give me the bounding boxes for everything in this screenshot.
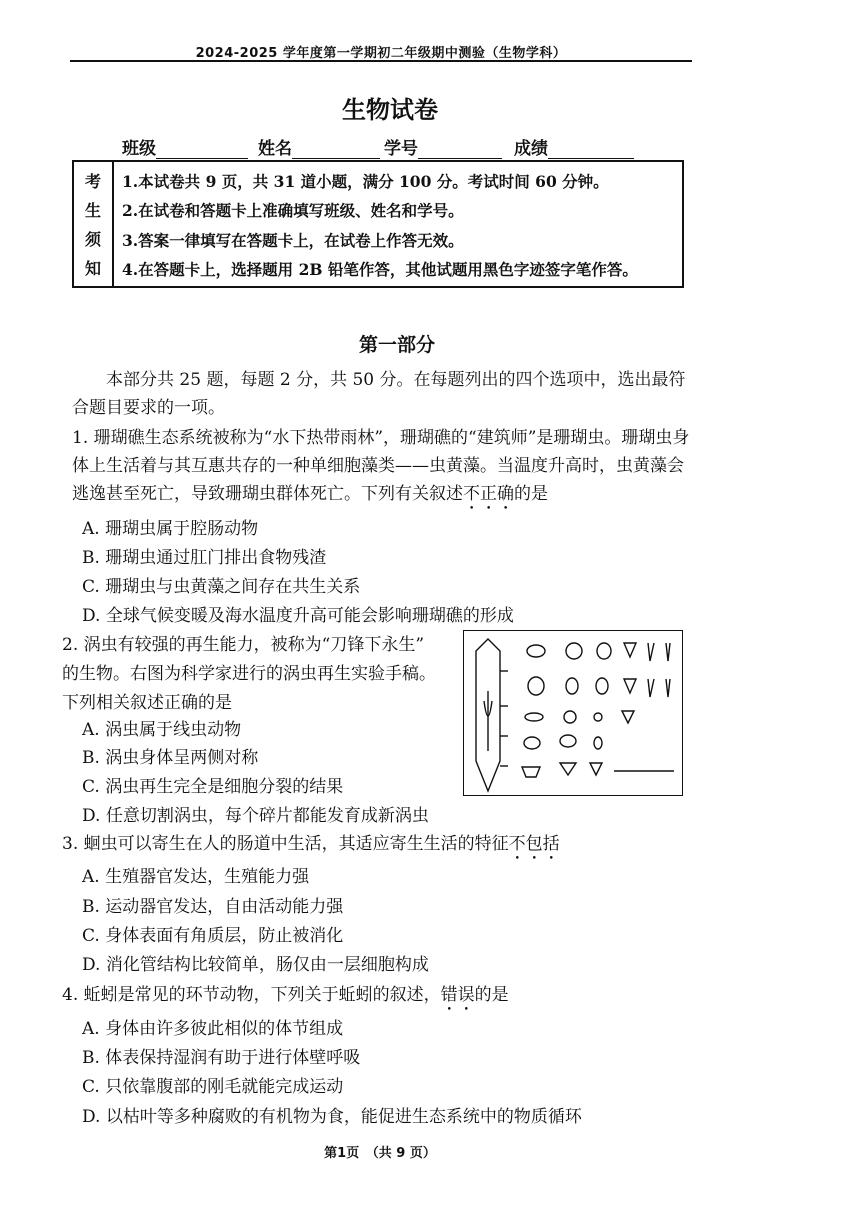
class-label: 班级 [122,139,156,159]
section-intro: 本部分共 25 题，每题 2 分，共 50 分。在每题列出的四个选项中，选出最符合题目要求的一项。 [72,370,686,418]
question-4-option-b: B. 体表保持湿润有助于进行体壁呼吸 [82,1048,361,1068]
score-label: 成绩 [514,139,548,159]
question-1-option-b: B. 珊瑚虫通过肛门排出食物残渣 [82,548,327,568]
notice-label-char: 须 [84,230,101,249]
question-stem-suffix: 的是 [474,985,509,1005]
notice-item: 3.答案一律填写在答题卡上，在试卷上作答无效。 [122,230,464,250]
exam-notice-box [72,160,684,288]
question-4-stem [62,980,509,1015]
student-id-blank [418,140,502,159]
question-2-option-d: D. 任意切割涡虫，每个碎片都能发育成新涡虫 [82,806,429,826]
question-stem-text: 3. 蛔虫可以寄生在人的肠道中生活，其适应寄生生活的特征 [62,834,509,854]
question-2-stem-line: 2. 涡虫有较强的再生能力，被称为“刀锋下永生” [62,635,425,655]
name-label: 姓名 [258,139,292,159]
question-stem-suffix: 的是 [514,484,548,504]
score-blank [548,140,634,159]
question-3-stem [62,829,560,864]
question-3-option-a: A. 生殖器官发达，生殖能力强 [82,867,310,887]
notice-items [114,162,682,286]
question-3-option-b: B. 运动器官发达，自由活动能力强 [82,897,344,917]
notice-item: 1.本试卷共 9 页，共 31 道小题，满分 100 分。考试时间 60 分钟。 [122,172,609,191]
notice-item: 4.在答题卡上，选择题用 2B 铅笔作答，其他试题用黑色字迹签字笔作答。 [122,259,638,279]
planarian-sketch [464,631,681,794]
question-2-option-c: C. 涡虫再生完全是细胞分裂的结果 [82,777,344,797]
student-info-row [122,134,682,159]
notice-item: 2.在试卷和答题卡上准确填写班级、姓名和学号。 [122,201,464,221]
question-2-option-a: A. 涡虫属于线虫动物 [82,720,242,740]
page-title: 生物试卷 [342,96,438,124]
question-2-stem-line: 下列相关叙述正确的是 [62,693,232,713]
notice-label-char: 考 [84,172,101,191]
header-rule [70,60,692,62]
question-4-option-a: A. 身体由许多彼此相似的体节组成 [82,1019,344,1039]
question-1-option-c: C. 珊瑚虫与虫黄藻之间存在共生关系 [82,577,361,597]
emphasized-keyword: 不包括 [508,834,560,854]
question-1-option-a: A. 珊瑚虫属于腔肠动物 [82,519,259,539]
notice-label [74,162,114,286]
planarian-regeneration-figure [463,630,683,796]
question-1-stem [72,424,692,514]
student-id-label: 学号 [384,139,418,159]
exam-header: 2024-2025 学年度第一学期初二年级期中测验（生物学科） [195,46,567,61]
question-4-option-c: C. 只依靠腹部的刚毛就能完成运动 [82,1077,344,1097]
student-id-field [384,134,502,159]
section-title: 第一部分 [358,334,435,356]
question-stem-text: 1. 珊瑚礁生态系统被称为“水下热带雨林”，珊瑚礁的“建筑师”是珊瑚虫。珊瑚虫身体上生活着与其互惠共存的一种单细胞藻类——虫黄藻。当温度升高时，虫黄藻会逃逸甚至死亡，导致珊瑚虫群体死亡。下列有关叙述 [72,428,690,504]
class-field [122,134,248,159]
question-stem-text: 4. 蚯蚓是常见的环节动物，下列关于蚯蚓的叙述， [62,985,441,1005]
question-4-option-d: D. 以枯叶等多种腐败的有机物为食，能促进生态系统中的物质循环 [82,1107,582,1127]
emphasized-keyword: 不正确 [463,484,514,504]
score-field [514,134,634,159]
question-3-option-d: D. 消化管结构比较简单，肠仅由一层细胞构成 [82,955,429,975]
question-1-option-d: D. 全球气候变暖及海水温度升高可能会影响珊瑚礁的形成 [82,606,514,626]
notice-label-char: 生 [84,201,101,220]
page-footer: 第1页 （共 9 页） [324,1146,436,1161]
name-field [258,134,380,159]
class-blank [156,140,248,159]
question-2-option-b: B. 涡虫身体呈两侧对称 [82,748,259,768]
question-3-option-c: C. 身体表面有角质层，防止被消化 [82,926,344,946]
emphasized-keyword: 错误 [440,985,475,1005]
question-2-stem-line: 的生物。右图为科学家进行的涡虫再生实验手稿。 [62,664,436,684]
notice-label-char: 知 [84,259,101,278]
name-blank [292,140,380,159]
